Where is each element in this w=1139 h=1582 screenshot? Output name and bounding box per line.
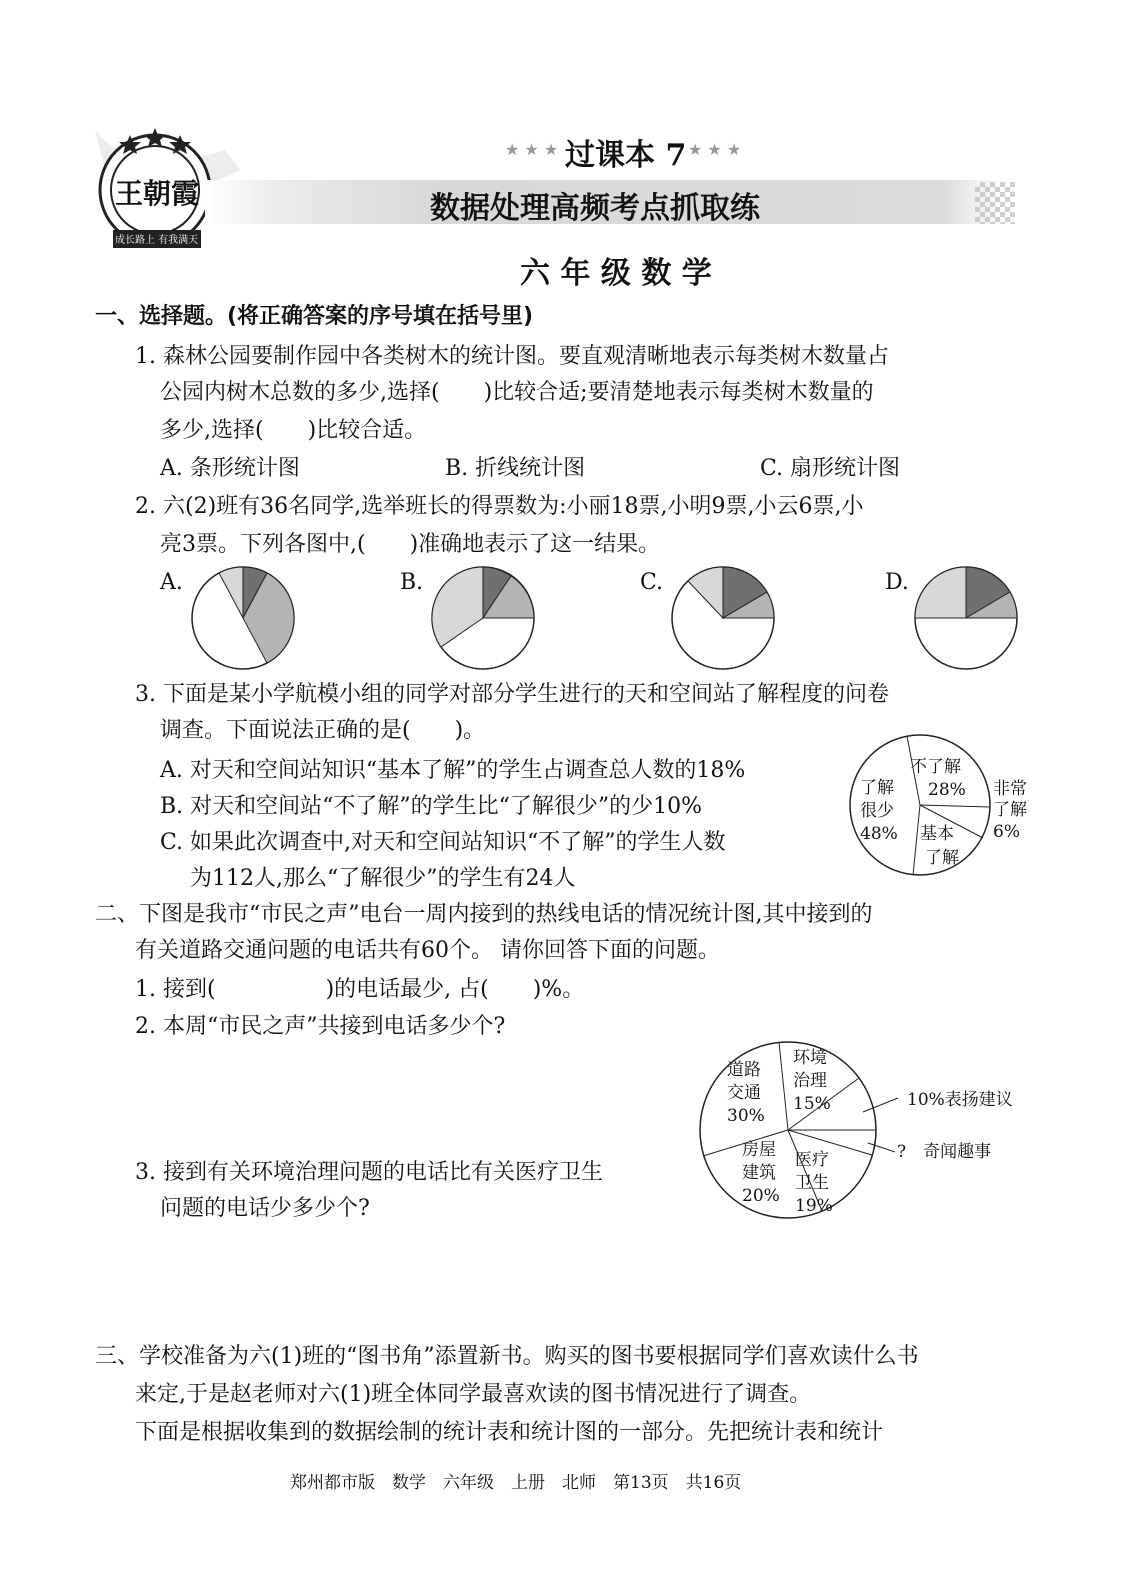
s2-pie-label-huanjing-2: 治理 <box>793 1071 827 1091</box>
grade-subject: 六 年 级 数 学 <box>520 256 712 291</box>
q3-pie-label-jiben-1: 基本 <box>920 824 954 844</box>
s2-pie-label-qiwen: ? 奇闻趣事 <box>897 1142 992 1162</box>
q2-pie-a <box>185 560 301 676</box>
q1-option-c: C. 扇形统计图 <box>760 456 901 481</box>
section3-line2: 来定,于是赵老师对六(1)班全体同学最喜欢读的图书情况进行了调查。 <box>135 1382 812 1407</box>
logo-subtext: 成长路上 有我满天 <box>115 235 199 246</box>
q1-option-a: A. 条形统计图 <box>160 456 300 481</box>
q3-pie-pct-feichang: 6% <box>993 822 1020 842</box>
q1-line3: 多少,选择( )比较合适。 <box>160 418 427 443</box>
q3-line1: 3. 下面是某小学航模小组的同学对部分学生进行的天和空间站了解程度的问卷 <box>135 682 889 707</box>
section1-heading: 一、选择题。(将正确答案的序号填在括号里) <box>95 304 534 329</box>
series-title: 过课本 7 <box>565 138 687 173</box>
q3-pie-label-buliaojie: 不了解 <box>910 757 961 777</box>
s2-pie-label-daolu-1: 道路 <box>727 1060 761 1080</box>
q3-option-b: B. 对天和空间站“不了解”的学生比“了解很少”的少10% <box>160 794 703 819</box>
s2-pie-label-fangwu-1: 房屋 <box>742 1140 776 1160</box>
section2-heading-line1: 二、下图是我市“市民之声”电台一周内接到的热线电话的情况统计图,其中接到的 <box>95 902 873 927</box>
s2-pie-pct-yiliao: 19% <box>795 1196 833 1216</box>
q3-pie-pct-buliaojie: 28% <box>928 780 966 800</box>
q1-line2: 公园内树木总数的多少,选择( )比较合适;要清楚地表示每类树木数量的 <box>160 380 874 405</box>
q3-pie-label-henshao-1: 了解 <box>860 778 894 798</box>
series-stars-left: ★ ★ ★ <box>505 140 559 159</box>
q2-line2: 亮3票。下列各图中,( )准确地表示了这一结果。 <box>160 532 661 557</box>
section2-heading-line2: 有关道路交通问题的电话共有60个。 请你回答下面的问题。 <box>135 938 720 963</box>
q2-label-c: C. <box>640 570 664 595</box>
q3-pie-label-feichang-1: 非常 <box>993 779 1027 799</box>
q1-line1: 1. 森林公园要制作园中各类树木的统计图。要直观清晰地表示每类树木数量占 <box>135 344 889 369</box>
q3-pie-pct-henshao: 48% <box>860 824 898 844</box>
section2-q2: 2. 本周“市民之声”共接到电话多少个? <box>135 1014 506 1039</box>
s2-pie-label-huanjing-1: 环境 <box>793 1048 827 1068</box>
q3-option-a: A. 对天和空间站知识“基本了解”的学生占调查总人数的18% <box>160 758 746 783</box>
s2-pie-pct-fangwu: 20% <box>742 1186 780 1206</box>
q3-pie-label-henshao-2: 很少 <box>860 801 894 821</box>
q2-pie-d <box>908 560 1024 676</box>
s2-pie-label-yiliao-2: 卫生 <box>795 1173 829 1193</box>
s2-pie-label-daolu-2: 交通 <box>727 1083 761 1103</box>
q2-label-d: D. <box>885 570 909 595</box>
s2-pie-label-fangwu-2: 建筑 <box>742 1163 776 1183</box>
q3-option-c-line1: C. 如果此次调查中,对天和空间站知识“不了解”的学生人数 <box>160 830 726 855</box>
section2-q1: 1. 接到( )的电话最少, 占( )%。 <box>135 977 585 1002</box>
s2-pie-pct-huanjing: 15% <box>793 1094 831 1114</box>
banner-checker <box>975 182 1015 224</box>
s2-pie-label-yiliao-1: 医疗 <box>795 1150 829 1170</box>
series-stars-right: ★ ★ ★ <box>688 140 742 159</box>
q3-pie-label-jiben-2: 了解 <box>925 848 959 868</box>
section3-line3: 下面是根据收集到的数据绘制的统计表和统计图的一部分。先把统计表和统计 <box>135 1420 884 1445</box>
section2-q3-line1: 3. 接到有关环境治理问题的电话比有关医疗卫生 <box>135 1160 603 1185</box>
q3-pie-label-feichang-2: 了解 <box>993 800 1027 820</box>
q1-option-b: B. 折线统计图 <box>445 456 586 481</box>
q2-label-a: A. <box>160 570 183 595</box>
page-footer: 郑州都市版 数学 六年级 上册 北师 第13页 共16页 <box>290 1473 742 1493</box>
s2-pie-pct-daolu: 30% <box>727 1106 765 1126</box>
q2-label-b: B. <box>400 570 424 595</box>
q3-option-c-line2: 为112人,那么“了解很少”的学生有24人 <box>190 866 576 891</box>
s2-pie-label-biaoyang: 10%表扬建议 <box>907 1090 1013 1110</box>
q2-pie-b <box>425 560 541 676</box>
q3-line2: 调查。下面说法正确的是( )。 <box>160 718 486 743</box>
subtitle: 数据处理高频考点抓取练 <box>430 191 760 226</box>
section2-q3-line2: 问题的电话少多少个? <box>160 1196 370 1221</box>
q2-pie-c <box>665 560 781 676</box>
q2-line1: 2. 六(2)班有36名同学,选举班长的得票数为:小丽18票,小明9票,小云6票,小 <box>135 494 864 519</box>
logo-text: 王朝霞 <box>115 177 200 210</box>
section3-line1: 三、学校准备为六(1)班的“图书角”添置新书。购买的图书要根据同学们喜欢读什么书 <box>95 1344 919 1369</box>
